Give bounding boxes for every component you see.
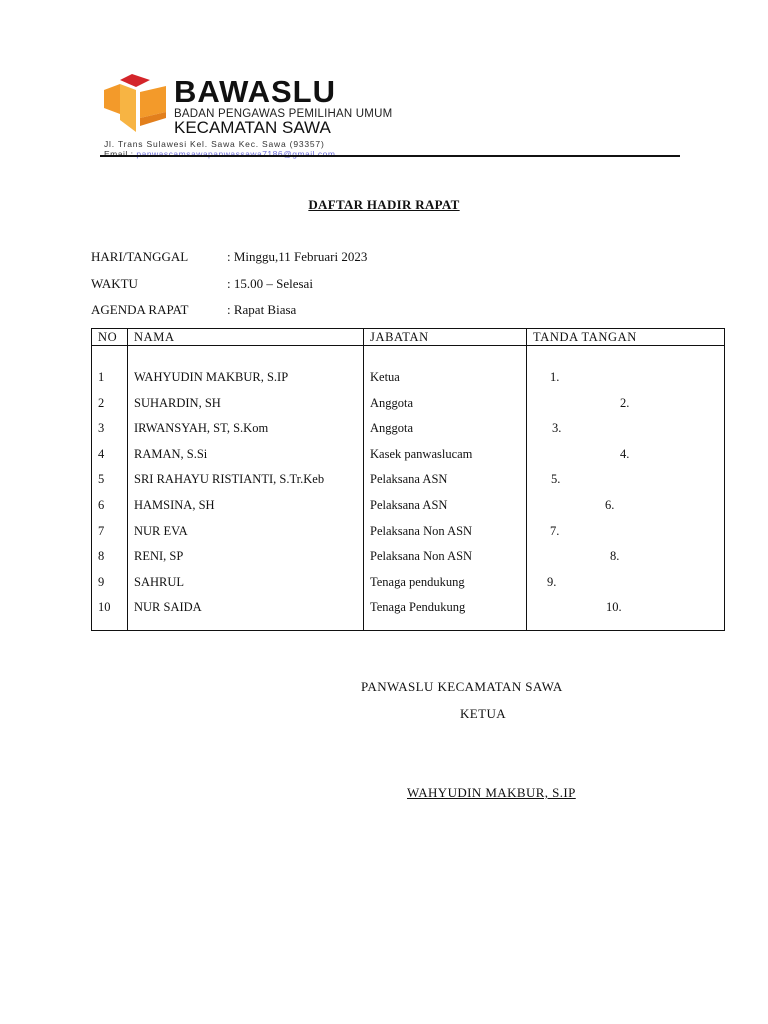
column-divider	[127, 329, 128, 630]
cell-no: 2	[98, 395, 105, 410]
info-label: HARI/TANGGAL	[91, 249, 189, 264]
header-divider	[92, 345, 724, 346]
cell-nama: IRWANSYAH, ST, S.Kom	[134, 421, 269, 436]
cell-nama: RENI, SP	[134, 549, 184, 564]
letterhead-divider	[100, 155, 680, 157]
header-jabatan: JABATAN	[370, 330, 429, 344]
attendance-table	[91, 328, 725, 631]
cell-no: 5	[98, 472, 105, 487]
cell-no: 8	[98, 549, 105, 564]
info-value: : Rapat Biasa	[227, 302, 297, 317]
cell-nama: SUHARDIN, SH	[134, 395, 221, 410]
signature-name: WAHYUDIN MAKBUR, S.IP	[407, 785, 576, 800]
signature-role: KETUA	[460, 706, 507, 721]
info-value: : 15.00 – Selesai	[227, 276, 313, 291]
cell-tanda-tangan: 1.	[550, 370, 560, 384]
cell-no: 3	[98, 421, 105, 436]
cell-tanda-tangan: 6.	[605, 498, 615, 512]
cell-no: 7	[98, 523, 105, 538]
email-address[interactable]: panwascamsawapanwassawa7186@gmail.com	[136, 149, 336, 159]
org-name: BAWASLU	[174, 74, 336, 109]
org-email-line	[104, 149, 335, 159]
cell-tanda-tangan: 2.	[620, 395, 630, 410]
cell-no: 6	[98, 498, 105, 512]
column-divider	[363, 329, 364, 630]
info-label: WAKTU	[91, 276, 138, 291]
cell-jabatan: Kasek panwaslucam	[370, 446, 473, 461]
letterhead	[102, 70, 402, 160]
cell-jabatan: Pelaksana Non ASN	[370, 549, 473, 564]
cell-tanda-tangan: 3.	[552, 421, 562, 436]
cell-tanda-tangan: 8.	[610, 549, 620, 564]
header-nama: NAMA	[134, 330, 175, 344]
cell-nama: NUR EVA	[134, 523, 188, 538]
org-address: Jl. Trans Sulawesi Kel. Sawa Kec. Sawa (93357)	[104, 139, 325, 149]
cell-jabatan: Anggota	[370, 421, 414, 436]
bawaslu-logo-icon	[102, 74, 168, 134]
cell-jabatan: Pelaksana ASN	[370, 498, 448, 512]
cell-no: 10	[98, 600, 111, 615]
email-label: Email :	[104, 149, 134, 159]
cell-no: 1	[98, 370, 105, 384]
cell-tanda-tangan: 10.	[606, 600, 622, 615]
cell-jabatan: Tenaga pendukung	[370, 574, 465, 589]
org-subtitle: BADAN PENGAWAS PEMILIHAN UMUM	[174, 108, 393, 120]
cell-tanda-tangan: 9.	[547, 574, 557, 589]
header-no: NO	[98, 330, 118, 344]
cell-jabatan: Pelaksana Non ASN	[370, 523, 473, 538]
cell-nama: WAHYUDIN MAKBUR, S.IP	[134, 370, 289, 384]
cell-nama: SAHRUL	[134, 574, 185, 589]
cell-jabatan: Anggota	[370, 395, 414, 410]
cell-nama: NUR SAIDA	[134, 600, 202, 615]
column-divider	[526, 329, 527, 630]
cell-no: 4	[98, 446, 105, 461]
cell-nama: HAMSINA, SH	[134, 498, 215, 512]
cell-jabatan: Pelaksana ASN	[370, 472, 448, 487]
cell-tanda-tangan: 5.	[551, 472, 561, 487]
cell-nama: SRI RAHAYU RISTIANTI, S.Tr.Keb	[134, 472, 325, 487]
cell-no: 9	[98, 574, 105, 589]
cell-jabatan: Tenaga Pendukung	[370, 600, 466, 615]
cell-tanda-tangan: 7.	[550, 523, 560, 538]
cell-tanda-tangan: 4.	[620, 446, 630, 461]
signature-organization: PANWASLU KECAMATAN SAWA	[361, 679, 563, 694]
info-value: : Minggu,11 Februari 2023	[227, 249, 368, 264]
cell-jabatan: Ketua	[370, 370, 400, 384]
cell-nama: RAMAN, S.Si	[134, 446, 208, 461]
header-tanda-tangan: TANDA TANGAN	[533, 330, 637, 344]
document-title: DAFTAR HADIR RAPAT	[308, 197, 460, 212]
org-district: KECAMATAN SAWA	[174, 118, 331, 137]
info-label: AGENDA RAPAT	[91, 302, 189, 317]
